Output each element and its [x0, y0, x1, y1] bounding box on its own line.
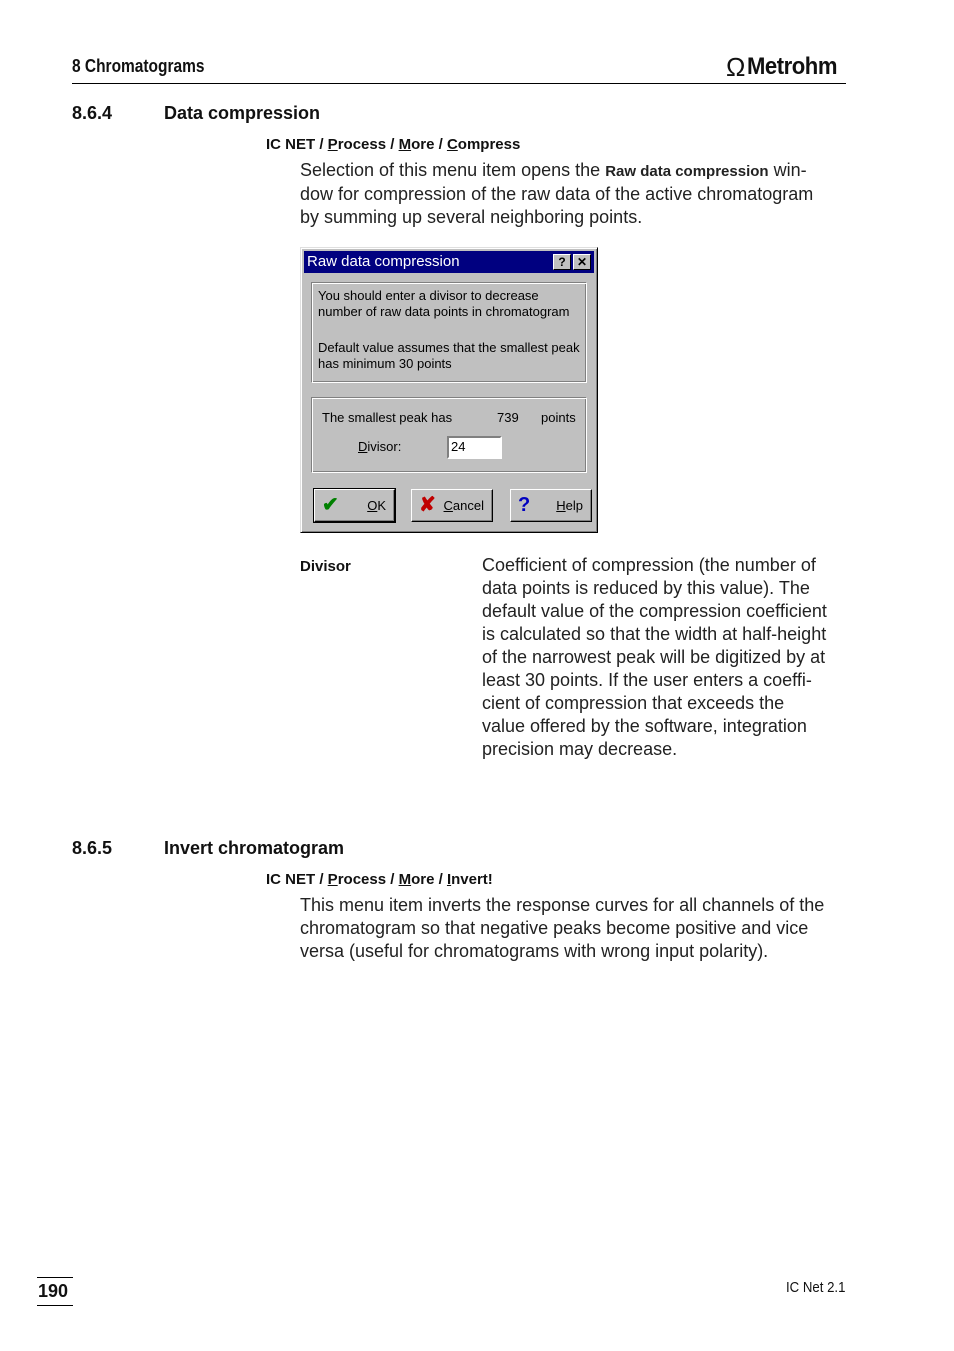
points-unit: points	[541, 410, 576, 425]
menu-path: IC NET / Process / More / Invert!	[266, 871, 493, 888]
section-title: Data compression	[164, 103, 321, 123]
definition-term: Divisor	[300, 558, 351, 575]
info-line: number of raw data points in chromatogram	[318, 304, 570, 319]
info-group	[311, 282, 587, 383]
raw-data-compression-dialog	[300, 247, 598, 533]
section-number: 8.6.5	[72, 838, 113, 858]
section-title: Invert chromatogram	[164, 838, 345, 858]
invert-paragraph: This menu item inverts the response curves for all channels of the chromatogram so that negative peaks become positive and vice versa (useful for chromatograms with wrong input polarity).	[300, 895, 825, 961]
smallest-peak-value: 739	[497, 410, 519, 425]
page-number: 190	[38, 1281, 69, 1301]
menu-path: IC NET / Process / More / Compress	[266, 136, 521, 153]
divisor-input[interactable]: 24	[447, 436, 502, 459]
dialog-title: Raw data compression	[307, 253, 460, 270]
help-question-icon[interactable]: ?	[553, 254, 571, 270]
red-x-icon: ✘	[419, 494, 436, 516]
cancel-button-label: Cancel	[443, 498, 484, 513]
logo-text: Metrohm	[747, 53, 838, 80]
chapter-heading: 8 Chromatograms	[72, 56, 205, 76]
help-button-label: Help	[556, 498, 583, 513]
footer-rule-top	[37, 1277, 73, 1278]
divisor-group	[311, 397, 587, 473]
cancel-button[interactable]	[411, 489, 493, 522]
info-line: Default value assumes that the smallest peak	[318, 340, 580, 355]
section-number: 8.6.4	[72, 103, 113, 123]
intro-paragraph: Selection of this menu item opens the Raw data compression win- dow for compression of the raw data of the active chromatogram by summing up several neighboring points.	[300, 160, 814, 227]
metrohm-logo	[726, 52, 845, 82]
info-line: has minimum 30 points	[318, 356, 452, 371]
smallest-peak-label: The smallest peak has	[322, 410, 453, 425]
info-line: You should enter a divisor to decrease	[318, 288, 539, 303]
footer-rule-bottom	[37, 1305, 73, 1306]
help-button[interactable]	[510, 489, 592, 522]
close-icon[interactable]: ✕	[573, 254, 591, 270]
header-rule	[72, 83, 846, 84]
definition-text: Coefficient of compression (the number of data points is reduced by this value). The default value of the compression coefficient is calculated so that the width at half-height of the narrowest peak will be digitized by at least 30 points. If the user enters a coeffi- cient of compression that exceeds the value offered by the software, integration precision may decrease.	[482, 555, 827, 759]
omega-logo-icon: Ω	[726, 51, 746, 82]
product-name: IC Net 2.1	[786, 1279, 846, 1296]
question-mark-icon: ?	[518, 494, 531, 516]
checkmark-icon: ✔	[322, 494, 339, 516]
ok-button-label: OK	[367, 498, 386, 513]
ok-button[interactable]	[314, 489, 395, 522]
divisor-label: Divisor:	[358, 439, 402, 454]
dialog-titlebar	[304, 251, 594, 273]
